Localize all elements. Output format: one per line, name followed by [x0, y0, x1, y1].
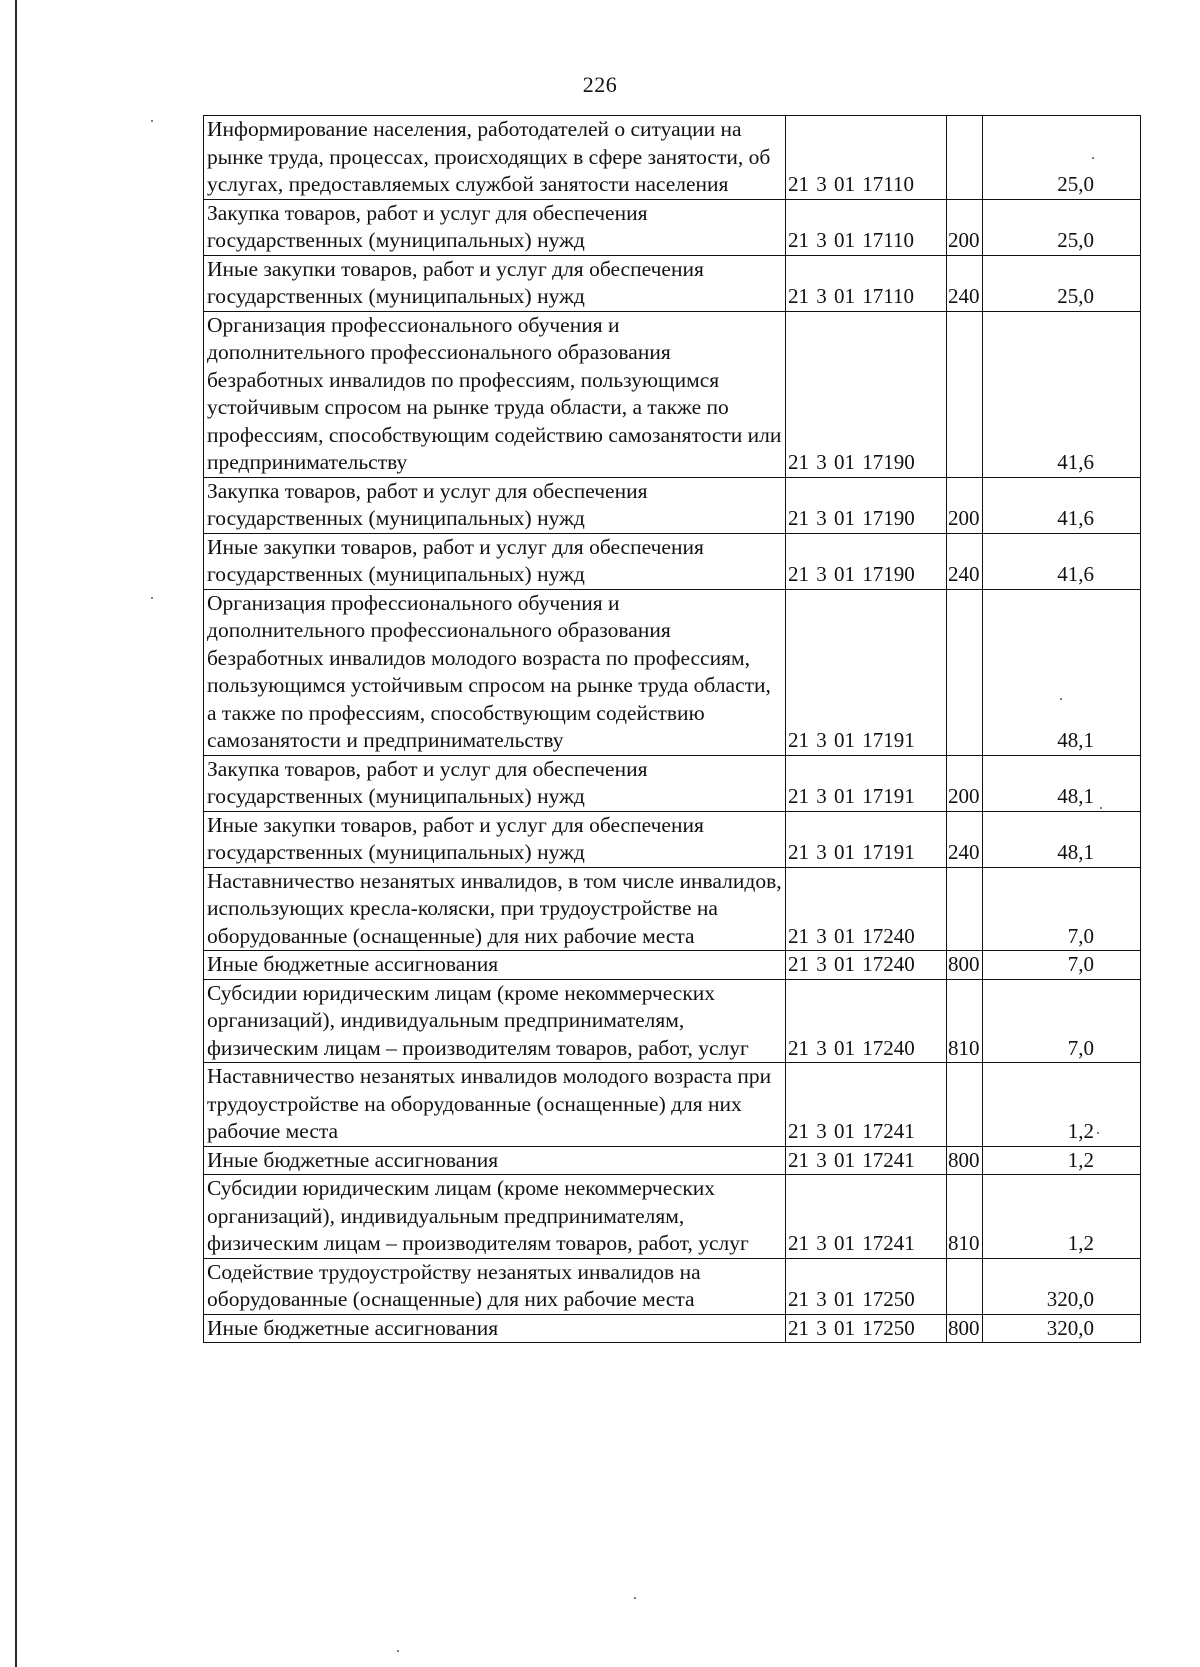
row-expense-type-cell: 810 [947, 979, 983, 1063]
row-expense-type-cell: 800 [947, 1314, 983, 1343]
row-amount-cell: 41,6 [983, 311, 1141, 477]
row-code-cell: 21 3 01 17191 [786, 589, 947, 755]
scan-edge-line [15, 0, 17, 1667]
row-code-cell: 21 3 01 17241 [786, 1175, 947, 1259]
table-row [204, 951, 1141, 980]
row-amount-cell: 1,2 [983, 1175, 1141, 1259]
row-amount-cell: 41,6 [983, 477, 1141, 533]
row-amount-cell: 7,0 [983, 979, 1141, 1063]
table-row [204, 116, 1141, 200]
table-row [204, 979, 1141, 1063]
row-expense-type-cell: 240 [947, 811, 983, 867]
row-code-cell: 21 3 01 17190 [786, 311, 947, 477]
row-amount-cell: 41,6 [983, 533, 1141, 589]
row-expense-type-cell: 240 [947, 533, 983, 589]
table-row [204, 1063, 1141, 1147]
row-expense-type-cell [947, 867, 983, 951]
row-code-cell: 21 3 01 17110 [786, 116, 947, 200]
table-row [204, 867, 1141, 951]
row-name-cell: Организация профессионального обучения и дополнительного профессионального образования безработных инвалидов молодого возраста по профессиям, пользующимся устойчивым спросом на рынке труда области, а также по профессиям, способствующим содействию самозанятости и предпринимательству [204, 589, 786, 755]
row-name-cell: Субсидии юридическим лицам (кроме некоммерческих организаций), индивидуальным предпринимателям, физическим лицам – производителям товаров, работ, услуг [204, 979, 786, 1063]
scan-speck [634, 1597, 636, 1599]
scan-speck [1100, 807, 1102, 809]
row-amount-cell: 48,1 [983, 755, 1141, 811]
table-row [204, 477, 1141, 533]
table-row [204, 589, 1141, 755]
row-code-cell: 21 3 01 17250 [786, 1258, 947, 1314]
row-amount-cell: 7,0 [983, 867, 1141, 951]
row-amount-cell: 1,2 [983, 1063, 1141, 1147]
row-name-cell: Иные бюджетные ассигнования [204, 1314, 786, 1343]
scan-speck [1092, 157, 1094, 159]
table-row [204, 811, 1141, 867]
row-code-cell: 21 3 01 17241 [786, 1063, 947, 1147]
row-name-cell: Наставничество незанятых инвалидов молодого возраста при трудоустройстве на оборудованные (оснащенные) для них рабочие места [204, 1063, 786, 1147]
scan-speck [151, 120, 153, 122]
row-amount-cell: 320,0 [983, 1314, 1141, 1343]
row-amount-cell: 320,0 [983, 1258, 1141, 1314]
scan-speck [1060, 698, 1062, 700]
row-expense-type-cell: 800 [947, 951, 983, 980]
row-amount-cell: 1,2 [983, 1146, 1141, 1175]
scan-speck [1097, 1132, 1099, 1134]
row-name-cell: Иные бюджетные ассигнования [204, 1146, 786, 1175]
table-row [204, 255, 1141, 311]
row-name-cell: Иные бюджетные ассигнования [204, 951, 786, 980]
table-row [204, 1175, 1141, 1259]
row-name-cell: Закупка товаров, работ и услуг для обеспечения государственных (муниципальных) нужд [204, 199, 786, 255]
row-name-cell: Информирование населения, работодателей о ситуации на рынке труда, процессах, происходящих в сфере занятости, об услугах, предоставляемых службой занятости населения [204, 116, 786, 200]
row-name-cell: Иные закупки товаров, работ и услуг для обеспечения государственных (муниципальных) нужд [204, 533, 786, 589]
row-name-cell: Закупка товаров, работ и услуг для обеспечения государственных (муниципальных) нужд [204, 755, 786, 811]
row-amount-cell: 25,0 [983, 255, 1141, 311]
row-code-cell: 21 3 01 17250 [786, 1314, 947, 1343]
row-amount-cell: 48,1 [983, 811, 1141, 867]
row-expense-type-cell: 800 [947, 1146, 983, 1175]
row-amount-cell: 7,0 [983, 951, 1141, 980]
row-name-cell: Субсидии юридическим лицам (кроме некоммерческих организаций), индивидуальным предпринимателям, физическим лицам – производителям товаров, работ, услуг [204, 1175, 786, 1259]
row-name-cell: Иные закупки товаров, работ и услуг для обеспечения государственных (муниципальных) нужд [204, 811, 786, 867]
row-code-cell: 21 3 01 17241 [786, 1146, 947, 1175]
row-code-cell: 21 3 01 17110 [786, 199, 947, 255]
row-amount-cell: 25,0 [983, 116, 1141, 200]
table-row [204, 311, 1141, 477]
budget-table-body [204, 116, 1141, 1343]
row-name-cell: Иные закупки товаров, работ и услуг для обеспечения государственных (муниципальных) нужд [204, 255, 786, 311]
page-number: 226 [582, 72, 618, 97]
table-row [204, 1146, 1141, 1175]
scan-speck [397, 1650, 399, 1652]
row-name-cell: Наставничество незанятых инвалидов, в том числе инвалидов, использующих кресла-коляски, при трудоустройстве на оборудованные (оснащенные) для них рабочие места [204, 867, 786, 951]
row-code-cell: 21 3 01 17110 [786, 255, 947, 311]
row-expense-type-cell: 810 [947, 1175, 983, 1259]
row-name-cell: Организация профессионального обучения и дополнительного профессионального образования безработных инвалидов по профессиям, пользующимся устойчивым спросом на рынке труда области, а также по профессиям, способствующим содействию самозанятости или предпринимательству [204, 311, 786, 477]
table-row [204, 199, 1141, 255]
row-amount-cell: 48,1 [983, 589, 1141, 755]
row-code-cell: 21 3 01 17190 [786, 477, 947, 533]
row-expense-type-cell: 200 [947, 755, 983, 811]
row-expense-type-cell [947, 311, 983, 477]
row-name-cell: Содействие трудоустройству незанятых инвалидов на оборудованные (оснащенные) для них рабочие места [204, 1258, 786, 1314]
table-row [204, 1258, 1141, 1314]
row-code-cell: 21 3 01 17191 [786, 755, 947, 811]
row-expense-type-cell [947, 1258, 983, 1314]
row-expense-type-cell [947, 589, 983, 755]
budget-table [203, 115, 1141, 1343]
row-expense-type-cell [947, 1063, 983, 1147]
table-row [204, 755, 1141, 811]
table-row [204, 1314, 1141, 1343]
row-expense-type-cell: 200 [947, 199, 983, 255]
table-row [204, 533, 1141, 589]
row-code-cell: 21 3 01 17240 [786, 867, 947, 951]
row-code-cell: 21 3 01 17190 [786, 533, 947, 589]
row-code-cell: 21 3 01 17240 [786, 979, 947, 1063]
scan-speck [151, 597, 153, 599]
row-amount-cell: 25,0 [983, 199, 1141, 255]
row-expense-type-cell: 240 [947, 255, 983, 311]
row-expense-type-cell [947, 116, 983, 200]
row-name-cell: Закупка товаров, работ и услуг для обеспечения государственных (муниципальных) нужд [204, 477, 786, 533]
row-code-cell: 21 3 01 17240 [786, 951, 947, 980]
row-code-cell: 21 3 01 17191 [786, 811, 947, 867]
row-expense-type-cell: 200 [947, 477, 983, 533]
